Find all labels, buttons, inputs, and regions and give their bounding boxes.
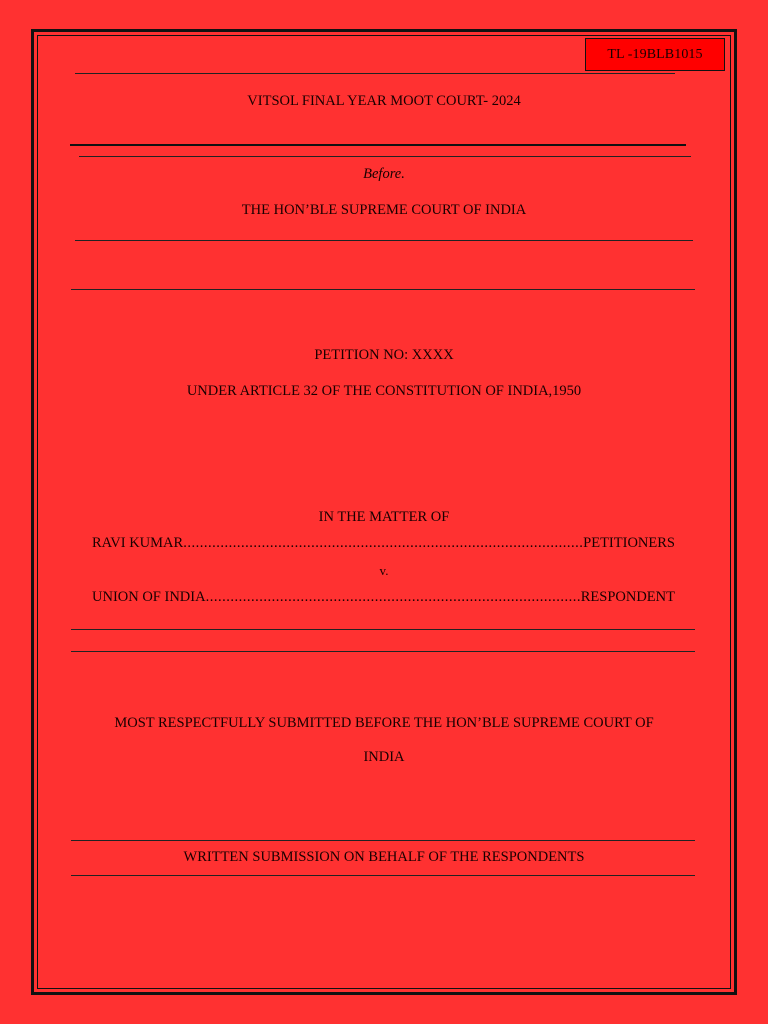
court-name: THE HON’BLE SUPREME COURT OF INDIA: [241, 202, 527, 218]
article-reference: UNDER ARTICLE 32 OF THE CONSTITUTION OF INDIA,1950: [186, 383, 582, 399]
written-submission-title: WRITTEN SUBMISSION ON BEHALF OF THE RESPONDENTS: [183, 849, 585, 865]
divider: [70, 144, 686, 146]
divider: [79, 156, 691, 157]
leader-dots: [206, 589, 581, 606]
leader-dots: [183, 535, 583, 552]
submission-statement-line2: INDIA: [363, 749, 405, 765]
respondent-name: UNION OF INDIA: [92, 589, 206, 605]
petitioner-role: PETITIONERS: [583, 535, 675, 551]
respondent-role: RESPONDENT: [580, 589, 675, 605]
divider: [71, 840, 695, 841]
divider: [71, 651, 695, 652]
event-title: VITSOL FINAL YEAR MOOT COURT- 2024: [247, 93, 521, 109]
before-label: Before.: [363, 166, 405, 182]
divider: [75, 73, 675, 74]
registration-code: TL -19BLB1015: [607, 46, 703, 62]
submission-statement-line1: MOST RESPECTFULLY SUBMITTED BEFORE THE HON’BLE SUPREME COURT OF: [114, 715, 654, 731]
registration-code-box: [585, 38, 725, 71]
petitioner-line: [92, 535, 675, 552]
petition-number: PETITION NO: XXXX: [314, 347, 454, 363]
divider: [71, 875, 695, 876]
divider: [71, 629, 695, 630]
divider: [71, 289, 695, 290]
versus-label: v.: [379, 563, 389, 578]
petitioner-name: RAVI KUMAR: [92, 535, 184, 551]
divider: [75, 240, 693, 241]
matter-heading: IN THE MATTER OF: [318, 509, 450, 525]
respondent-line: [92, 589, 675, 606]
